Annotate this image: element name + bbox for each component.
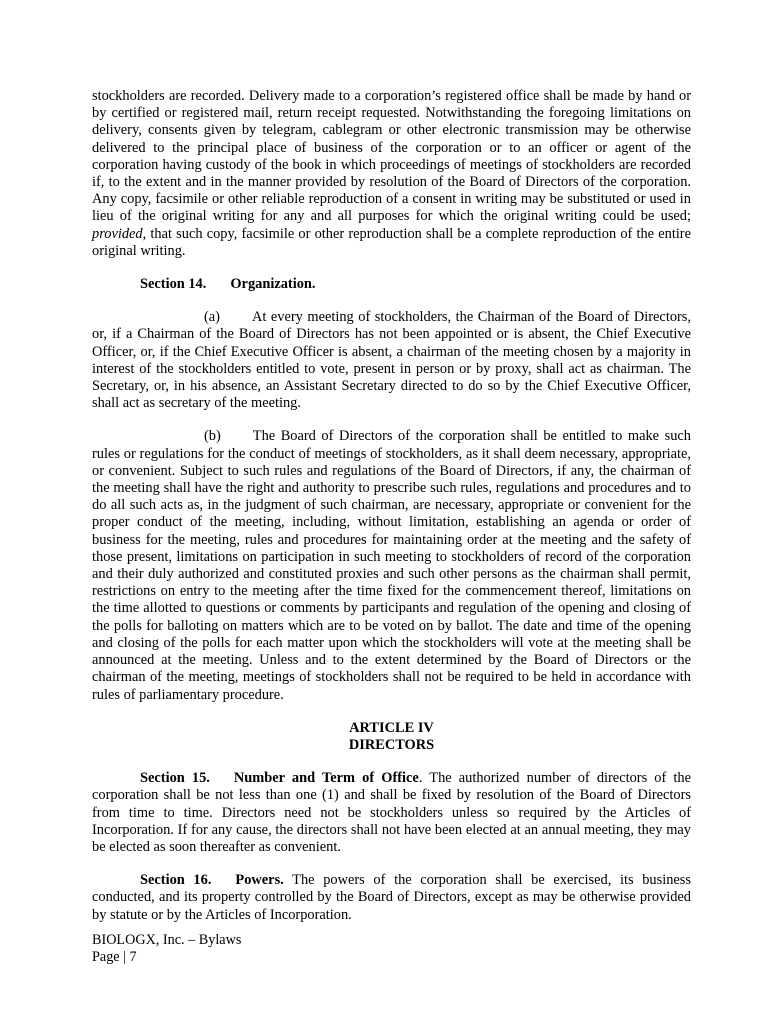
section-title: Number and Term of Office	[233, 770, 419, 787]
footer-doc-title: BIOLOGX, Inc. – Bylaws	[92, 931, 242, 948]
paragraph-text: At every meeting of stockholders, the Chairman of the Board of Directors, or, if a Chairman of the Board of Directors has not been appointed or is absent, the Chief Executive Officer, or, if the Chief Executive Officer is absent, a chairman of the meeting chosen by a majority in interest of the stockholders entitled to vote, present in person or by proxy, shall act as chairman. The Secretary, or, in his absence, an Assistant Secretary directed to do so by the Chief Executive Officer, shall act as secretary of the meeting.	[92, 309, 691, 412]
section-label: Section 15.	[140, 770, 210, 787]
paragraph-14a	[92, 309, 691, 412]
paragraph-continuation	[92, 88, 691, 260]
section-14-heading	[92, 276, 691, 293]
emphasized-word: provided	[92, 225, 143, 242]
article-number: ARTICLE IV	[349, 719, 434, 736]
footer-page-number: Page | 7	[92, 948, 137, 965]
paragraph-text: , that such copy, facsimile or other reproduction shall be a complete reproduction of the entire original writing.	[92, 225, 691, 259]
paragraph-text: stockholders are recorded. Delivery made to a corporation’s registered office shall be made by hand or by certified or registered mail, return receipt requested. Notwithstanding the foregoing limitations on delivery, consents given by telegram, cablegram or other electronic transmission may be otherwise delivered to the principal place of business of the corporation or to an officer or agent of the corporation having custody of the book in which proceedings of meetings of stockholders are recorded if, to the extent and in the manner provided by resolution of the Board of Directors of the corporation. Any copy, facsimile or other reliable reproduction of a consent in writing may be substituted or used in lieu of the original writing for any and all purposes for which the original writing could be used;	[92, 88, 691, 225]
section-label: Section 16.	[140, 872, 212, 889]
article-title: DIRECTORS	[348, 736, 435, 753]
paragraph-14b	[92, 428, 691, 703]
paragraph-text: . The authorized number of directors of the corporation shall be not less than one (1) and shall be fixed by resolution of the Board of Directors from time to time. Directors need not be stockholders unless so required by the Articles of Incorporation. If for any cause, the directors shall not have been elected at an annual meeting, they may be elected as soon thereafter as convenient.	[92, 770, 691, 855]
section-title: Powers.	[235, 872, 284, 889]
section-title: Organization.	[230, 276, 316, 293]
list-marker: (a)	[204, 309, 220, 326]
section-16-paragraph	[92, 872, 691, 924]
article-iv-heading	[92, 720, 691, 754]
paragraph-text: The powers of the corporation shall be exercised, its business conducted, and its property controlled by the Board of Directors, except as may be otherwise provided by statute or by the Articles of Incorporation.	[92, 872, 691, 923]
paragraph-text: The Board of Directors of the corporation shall be entitled to make such rules or regulations for the conduct of meetings of stockholders, as it shall deem necessary, appropriate, or convenient. Subject to such rules and regulations of the Board of Directors, if any, the chairman of the meeting shall have the right and authority to prescribe such rules, regulations and procedures and to do all such acts as, in the judgment of such chairman, are necessary, appropriate or convenient for the proper conduct of the meeting, including, without limitation, establishing an agenda or order of business for the meeting, rules and procedures for maintaining order at the meeting and the safety of those present, limitations on participation in such meeting to stockholders of record of the corporation and their duly authorized and constituted proxies and such other persons as the chairman shall permit, restrictions on entry to the meeting after the time fixed for the commencement thereof, limitations on the time allotted to questions or comments by participants and regulation of the opening and closing of the polls for balloting on matters which are to be voted on by ballot. The date and time of the opening and closing of the polls for each matter upon which the stockholders will vote at the meeting shall be announced at the meeting. Unless and to the extent determined by the Board of Directors or the chairman of the meeting, meetings of stockholders shall not be required to be held in accordance with rules of parliamentary procedure.	[92, 428, 691, 703]
list-marker: (b)	[204, 428, 221, 445]
page-footer	[92, 932, 241, 966]
section-15-paragraph	[92, 770, 691, 856]
section-label: Section 14.	[140, 276, 207, 293]
